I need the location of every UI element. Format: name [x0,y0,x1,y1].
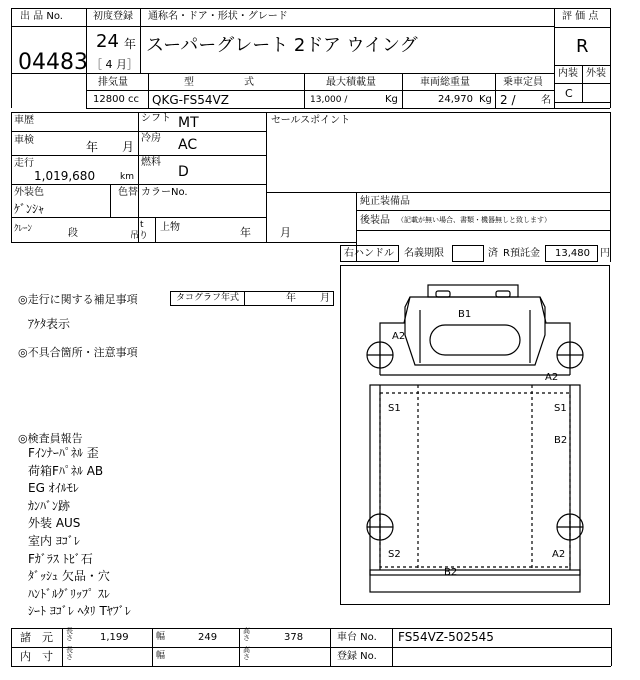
interior-dimensions-label: 内 寸 [20,650,53,663]
gross-weight-unit: Kg [479,94,492,105]
vehicle-diagram [340,265,610,605]
inspector-item: EG ｵｲﾙﾓﾚ [28,481,79,496]
lot-number-label: 出 品 No. [20,11,63,22]
interior-grade: C [565,87,573,100]
mileage-unit: km [120,172,134,182]
displacement: 12800 cc [93,94,139,105]
exterior-grade-label: 外装 [586,68,606,79]
tachograph-year-unit: 年 [286,293,296,304]
registration-year: 24 [96,31,119,52]
inspector-item: ﾀﾞｯｼｭ 欠品・穴 [28,569,110,584]
chassis-label: 車台 No. [337,632,377,643]
lot-number: 04483 [18,50,88,75]
inspection-month-unit: 月 [122,140,135,154]
inspector-item: ﾊﾝﾄﾞﾙｸﾞﾘｯﾌﾟ ｽﾚ [28,586,110,601]
right-hand-drive-label: 右ハンドル [344,248,394,259]
damage-mark: B2 [554,435,568,446]
inspector-report-label: ◎検査員報告 [18,432,83,445]
gross-weight-label: 車両総重量 [420,77,470,88]
damage-mark: A2 [552,549,566,560]
registration-month: ［ 4 月］ [91,58,138,71]
standard-equipment-label: 純正装備品 [360,196,410,207]
length: 1,199 [100,632,129,643]
damage-mark: S1 [388,403,401,414]
mileage-label: 走行 [14,158,34,169]
interior-height-label: 高さ [243,646,250,661]
dimensions-label: 諸 元 [20,631,53,644]
top-body-year-unit: 年 [240,226,251,239]
recycle-unit: 円 [600,248,610,259]
inspection-year-unit: 年 [86,140,99,154]
air-conditioning: AC [178,137,198,153]
crane-stage: 段 [68,228,78,239]
recycle-deposit-label: R預託金 [503,248,540,259]
crane-label: ｸﾚｰﾝ [14,224,33,234]
color-code-label: カラーNo. [141,187,188,198]
tachograph-month-unit: 月 [320,293,330,304]
history-label: 車歴 [14,115,34,126]
fuel: D [178,164,189,180]
model-type: QKG-FS54VZ [152,93,229,107]
displacement-label: 排気量 [98,77,128,88]
sales-point-label: セールスポイント [271,115,351,126]
ownership-expiry-label: 名義期限 [404,248,444,259]
width: 249 [198,632,218,643]
capacity: 2 / [500,93,516,107]
defects-label: ◎不具合箇所・注意事項 [18,346,138,359]
max-load-unit: Kg [385,94,398,105]
capacity-label: 乗車定員 [503,77,543,88]
ac-label: 冷房 [141,133,161,144]
inspector-item: 荷箱Fﾊﾟﾈﾙ AB [28,463,104,478]
capacity-unit: 名 [541,95,551,106]
tachograph-label: タコグラフ年式 [176,293,240,303]
model-name: スーパーグレート 2ドア ウイング [146,35,418,56]
length-label: 長さ [66,627,73,642]
max-load: 13,000 / [310,95,348,105]
ownership-expiry-box [452,245,484,262]
model-type-label: 型 式 [184,77,264,88]
model-label: 通称名・ドア・形状・グレード [148,11,288,22]
height-label: 高さ [243,627,250,642]
interior-grade-label: 内装 [558,68,578,79]
chassis-number: FS54VZ-502545 [398,630,494,644]
exterior-color: ｹﾞﾝｼｬ [14,202,45,216]
aftermarket-note: （記載が無い場合、書類・機器無しと致します） [397,216,551,224]
interior-width-label: 幅 [156,651,166,661]
registration-label: 登録 No. [337,651,377,662]
height: 378 [284,632,304,643]
grade-label: 評 価 点 [562,11,599,22]
damage-mark: B2 [444,567,458,578]
running-note: ｱｹﾀ表示 [28,317,71,331]
inspection-label: 車検 [14,135,34,146]
shift: MT [178,115,199,131]
gross-weight: 24,970 [438,94,473,105]
max-load-label: 最大積載量 [326,77,376,88]
damage-mark: A2 [545,372,559,383]
recycle-amount: 13,480 [555,248,590,259]
damage-mark: S1 [554,403,567,414]
inspector-item: Fｶﾞﾗｽ ﾄﾋﾞ石 [28,551,93,566]
inspector-item: ｶﾝﾊﾞﾝ跡 [28,498,71,513]
interior-length-label: 長さ [66,646,73,661]
inspector-item: ｼｰﾄ ﾖｺﾞﾚ ﾍﾀﾘ Tﾔﾌﾞﾚ [28,604,131,619]
damage-mark: B1 [458,309,472,320]
inspector-item: Fｲﾝﾅｰﾊﾟﾈﾙ 歪 [28,446,99,460]
overall-grade: R [576,36,589,57]
mileage: 1,019,680 [34,169,96,183]
exterior-color-label: 外装色 [14,187,44,198]
shift-label: シフト [141,113,171,124]
damage-mark: S2 [388,549,401,560]
running-notes-label: ◎走行に関する補足事項 [18,293,138,306]
first-registration-label: 初度登録 [93,11,133,22]
inspector-item: 室内 ﾖｺﾞﾚ [28,534,80,548]
inspector-item: 外装 AUS [28,516,81,531]
crane-hook: 吊り [130,231,149,241]
width-label: 幅 [156,632,166,642]
recycle-status: 済 [488,248,498,259]
damage-mark: A2 [392,331,406,342]
top-body-month-unit: 月 [280,226,291,239]
crane-ton: t [140,220,144,230]
registration-year-unit: 年 [124,37,137,51]
aftermarket-label: 後装品 [360,215,390,226]
color-change-label: 色替 [118,187,138,198]
top-body-label: 上物 [160,222,180,233]
fuel-label: 燃料 [141,157,161,168]
